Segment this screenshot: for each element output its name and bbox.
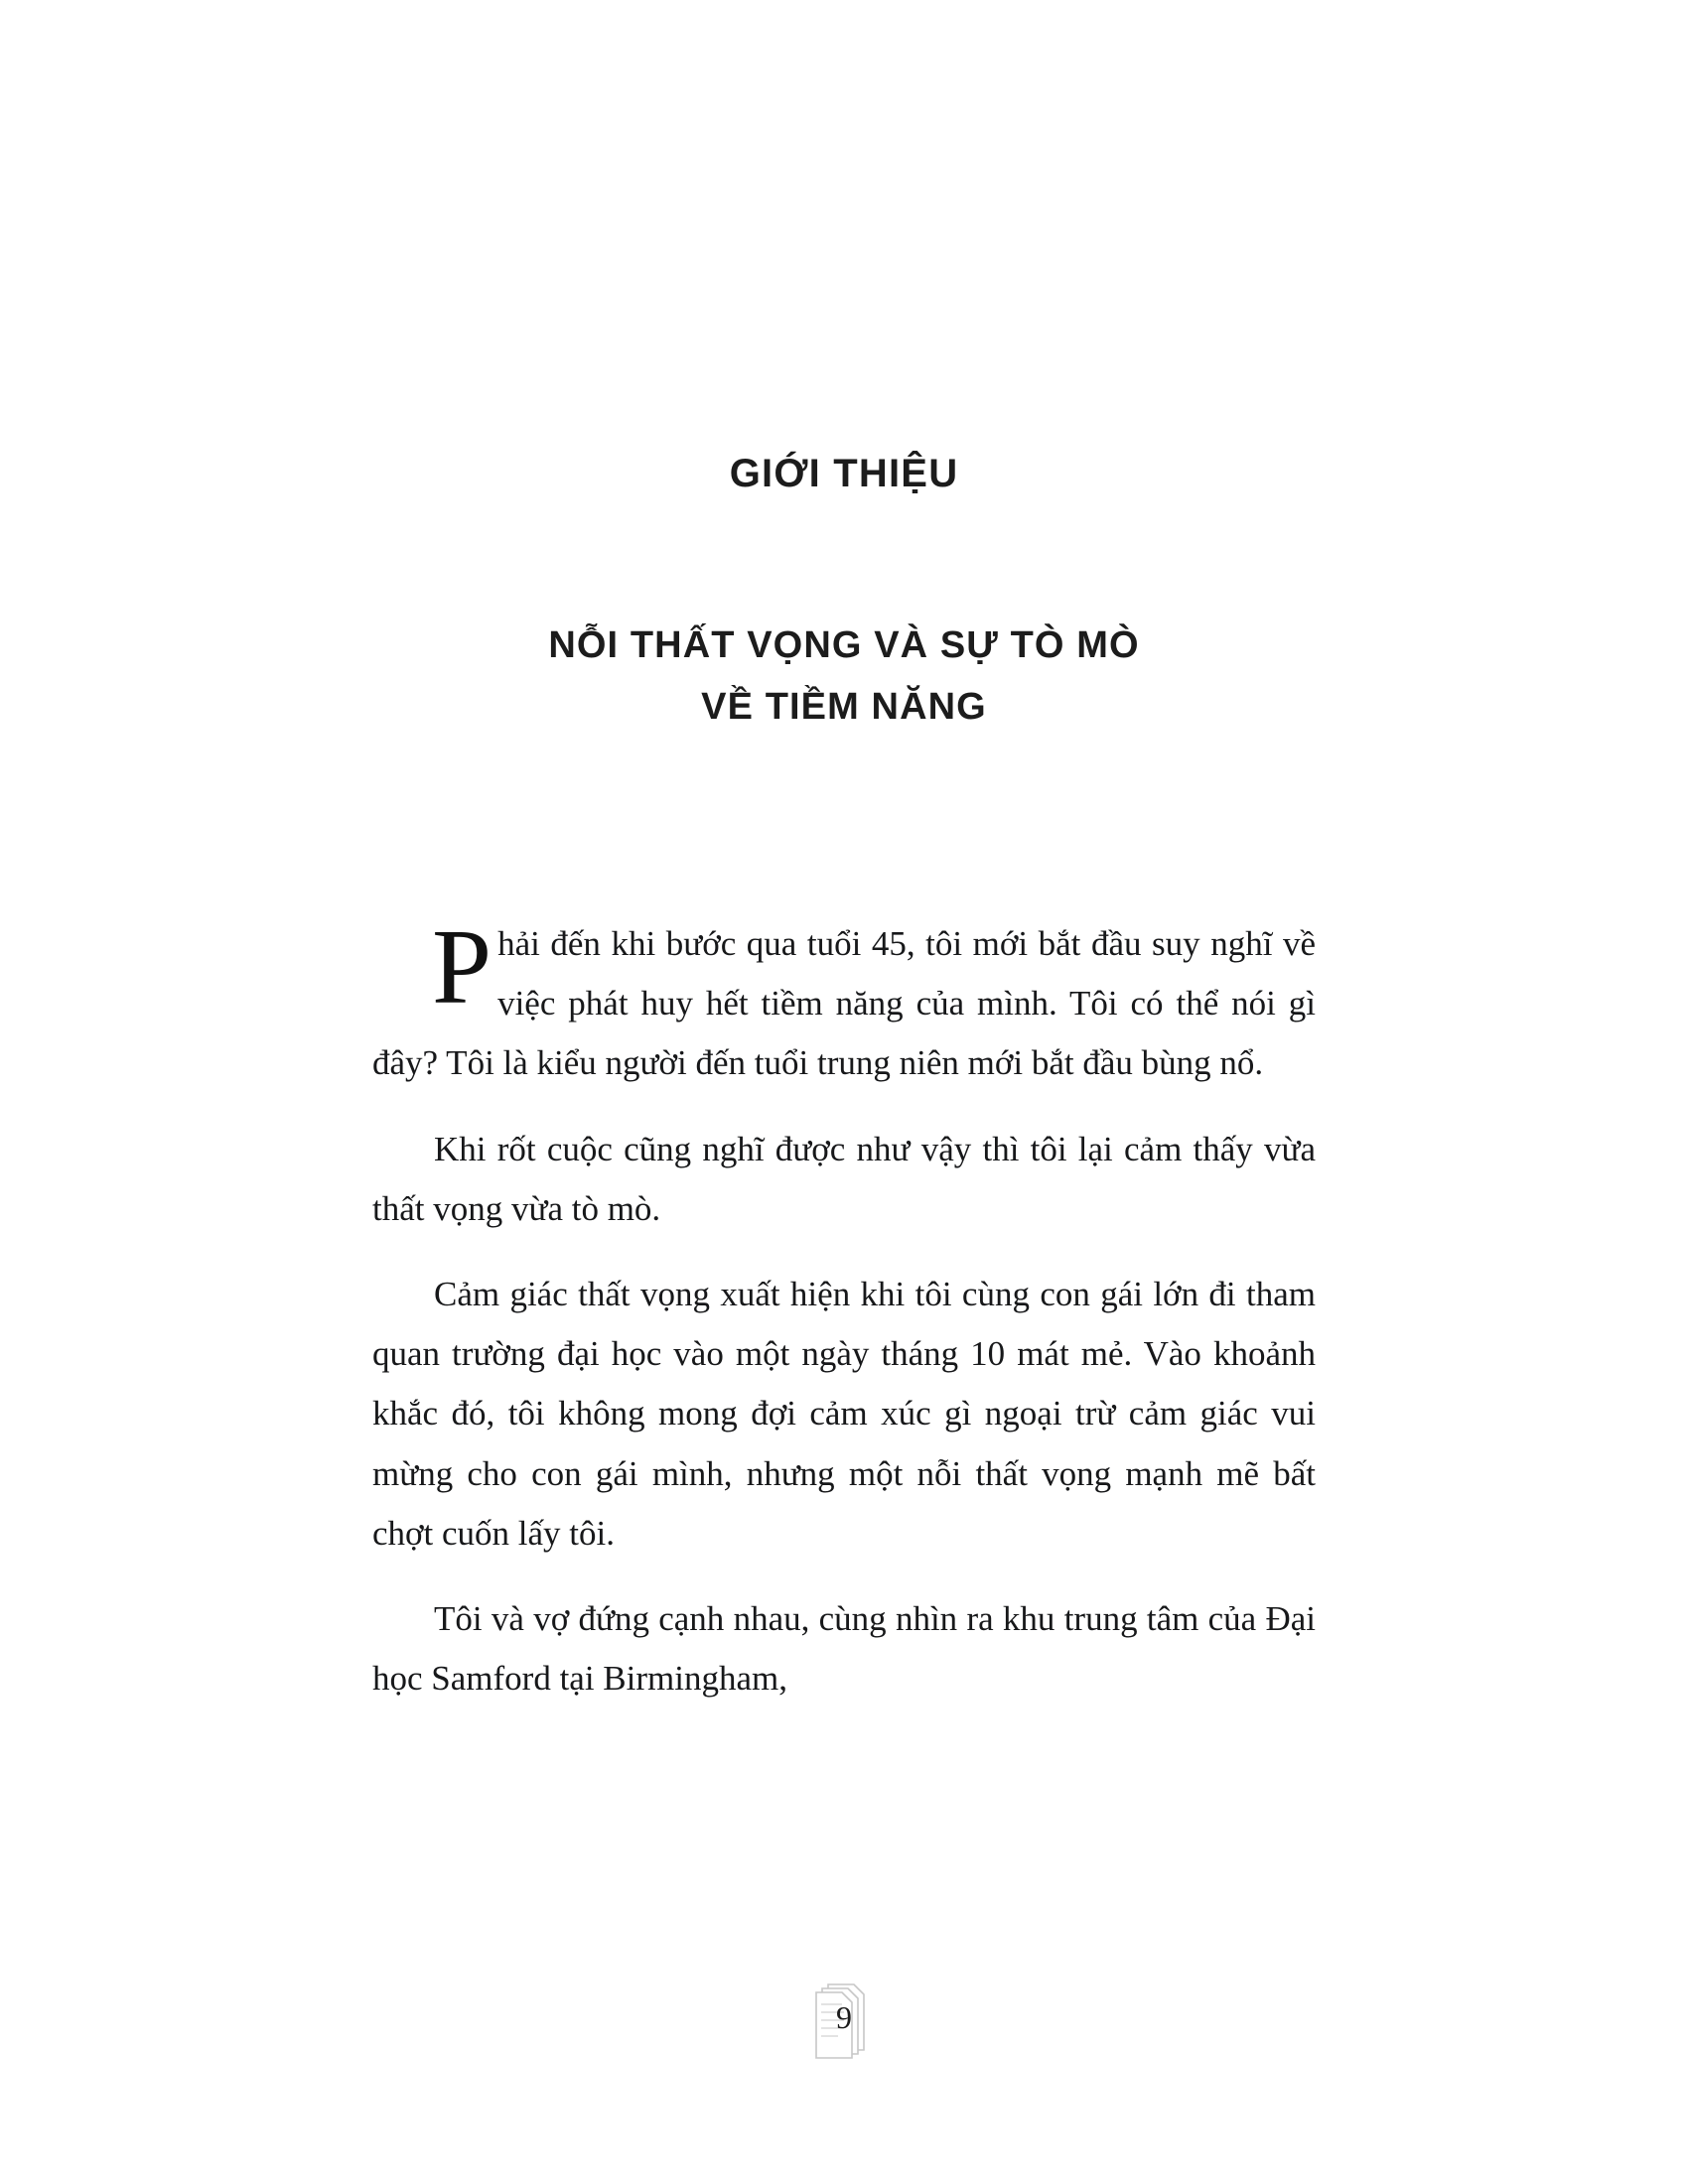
paragraph-3: Cảm giác thất vọng xuất hiện khi tôi cùng con gái lớn đi tham quan trường đại học vào một ngày tháng 10 mát mẻ. Vào khoảnh khắc đó, tôi không mong đợi cảm xúc gì ngoại trừ cảm giác vui mừng cho con gái mình, nhưng một nỗi thất vọng mạnh mẽ bất chợt cuốn lấy tôi. [372, 1275, 1316, 1553]
paragraph-4: Tôi và vợ đứng cạnh nhau, cùng nhìn ra khu trung tâm của Đại học Samford tại Birmingham, [372, 1598, 1316, 1699]
page-bottom-edge [0, 2159, 1688, 2184]
chapter-label: GIỚI THIỆU [729, 452, 959, 495]
page-number: 9 [836, 1998, 852, 2035]
page-footer [0, 1975, 1688, 2064]
paragraph-2: Khi rốt cuộc cũng nghĩ được như vậy thì tôi lại cảm thấy vừa thất vọng vừa tò mò. [372, 1129, 1316, 1228]
body-text [372, 908, 1316, 1708]
chapter-title [372, 615, 1316, 738]
paragraph-1 [372, 908, 1316, 1094]
chapter-title-line-1: NỖI THẤT VỌNG VÀ SỰ TÒ MÒ [548, 624, 1140, 666]
paragraph-1-text: hải đến khi bước qua tuổi 45, tôi mới bắt đầu suy nghĩ về việc phát huy hết tiềm năng của mình. Tôi có thể nói gì đây? Tôi là kiểu người đến tuổi trung niên mới bắt đầu bùng nổ. [372, 924, 1316, 1083]
page-number-wrap [798, 1975, 890, 2060]
chapter-title-line-2: VỀ TIỀM NĂNG [701, 685, 987, 728]
drop-cap: P [432, 908, 492, 1027]
page-content [372, 452, 1316, 1708]
